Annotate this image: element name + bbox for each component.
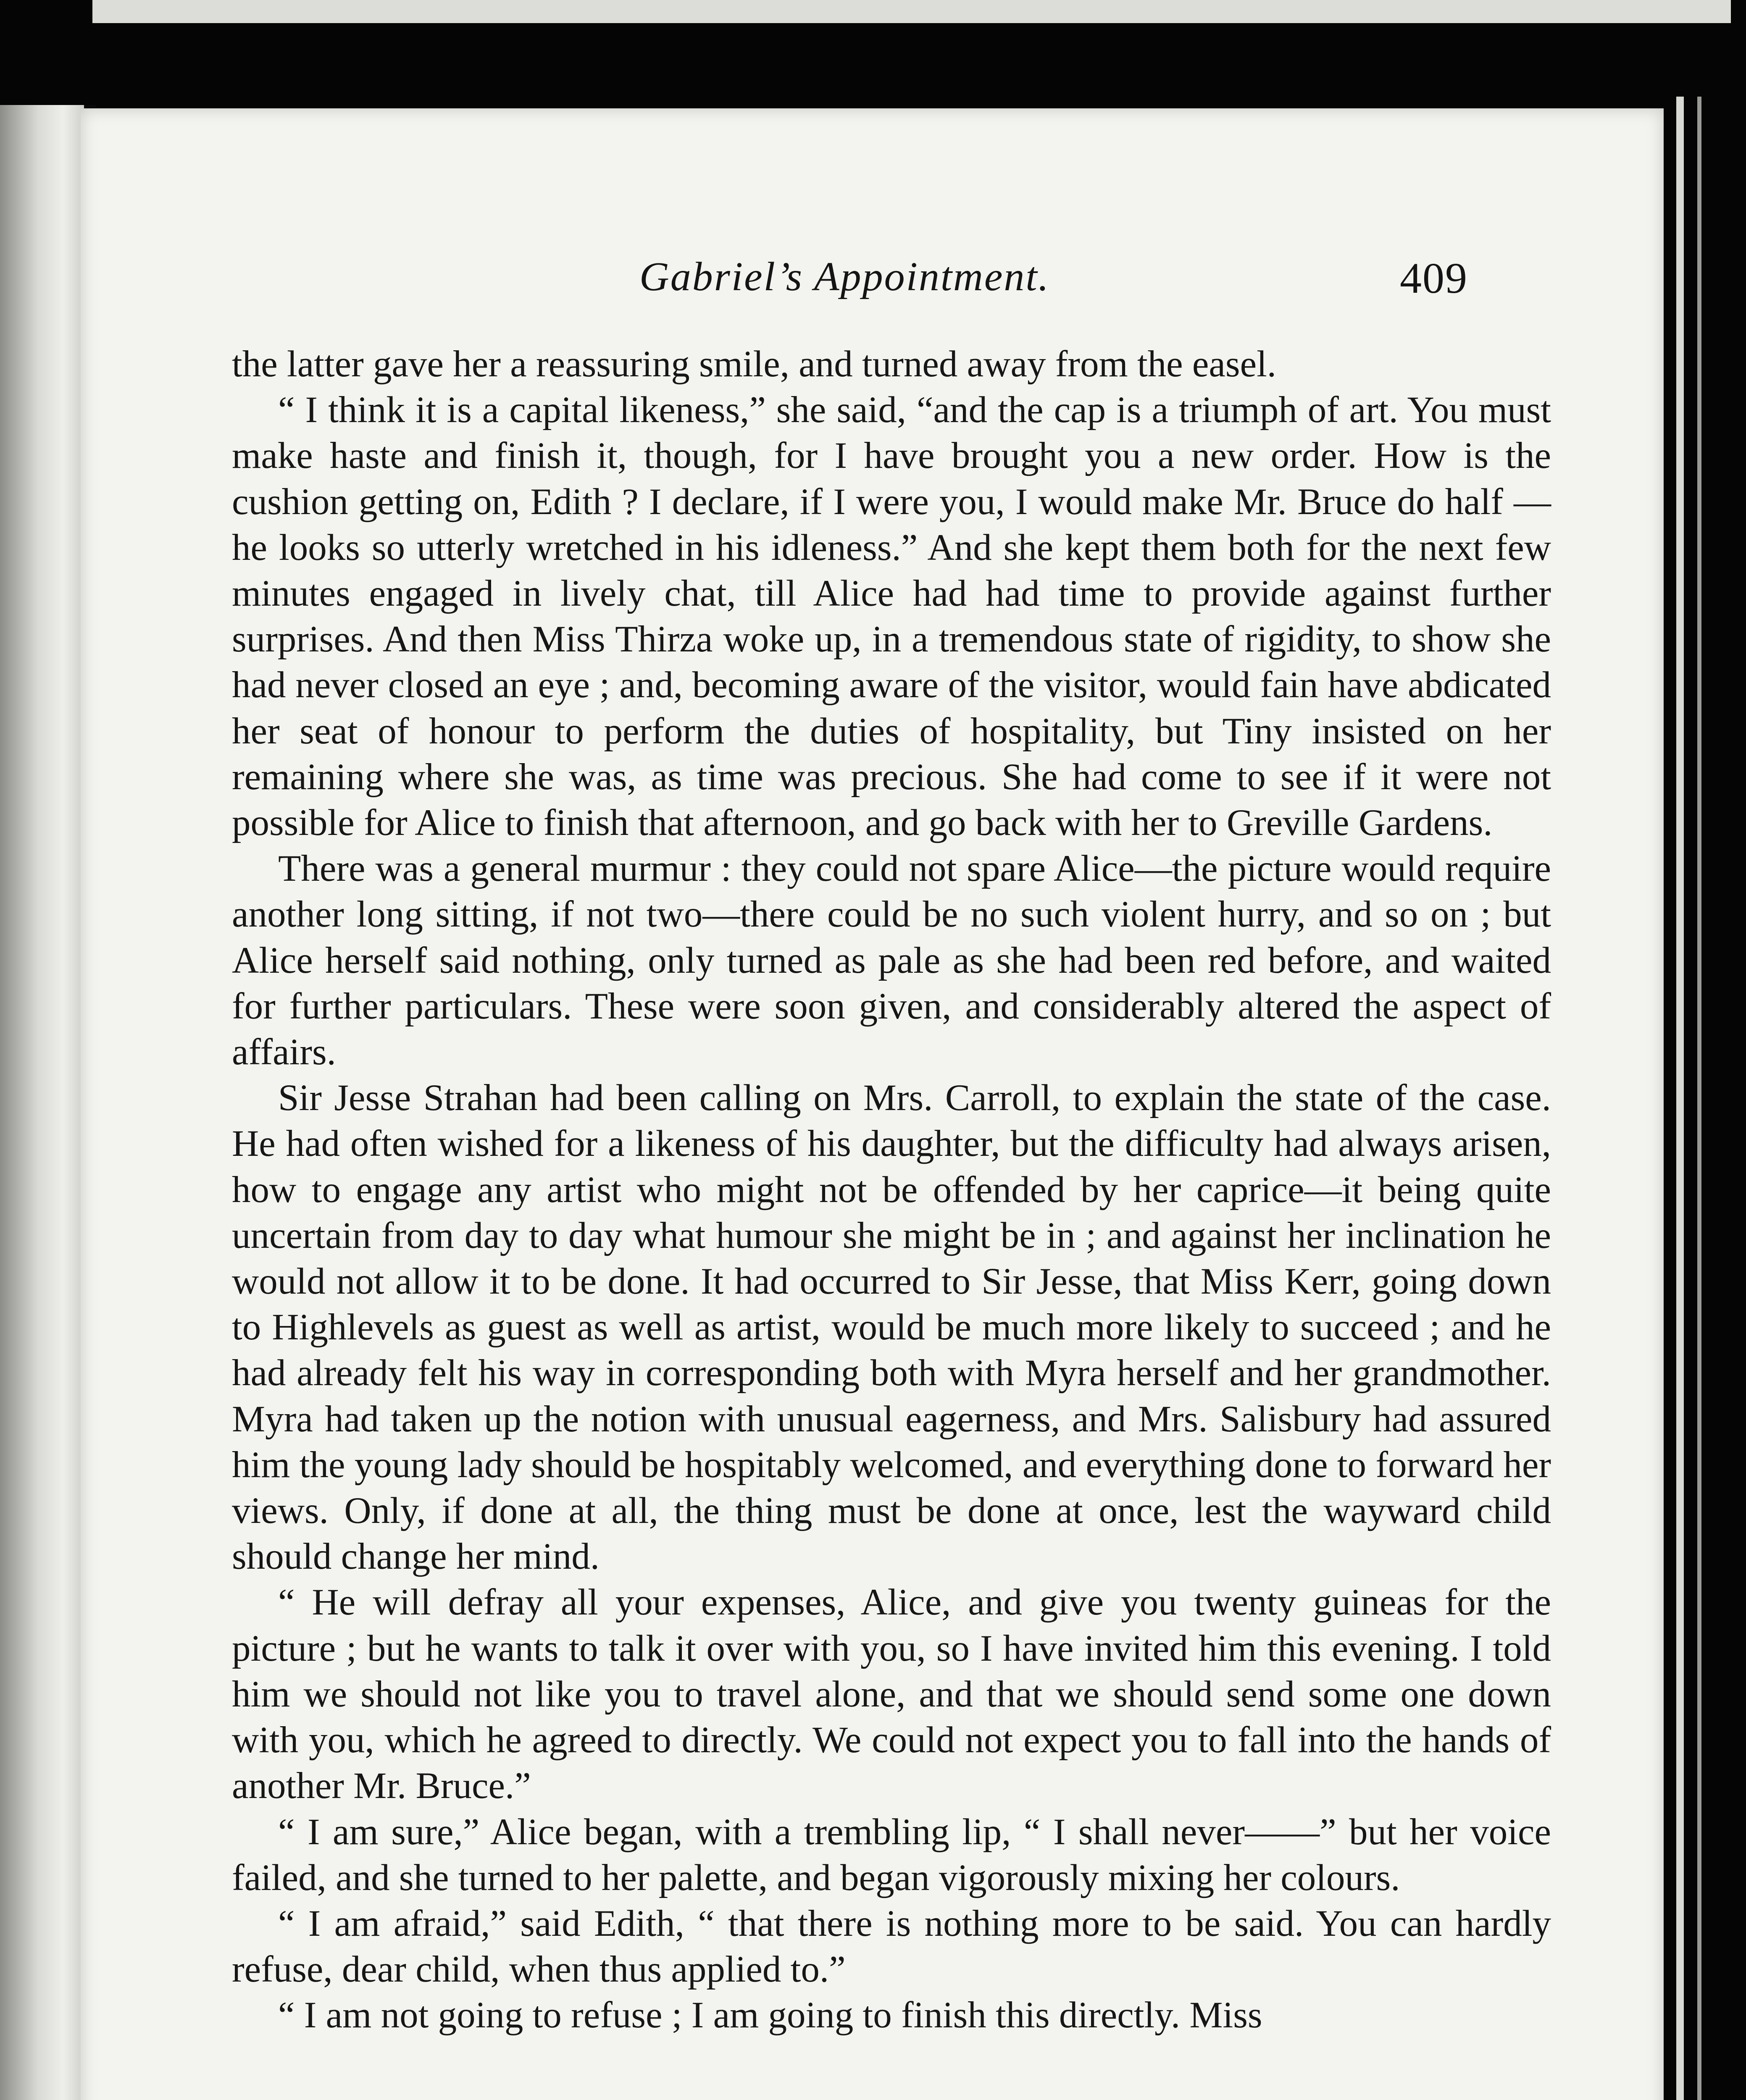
right-page-edge-shadow	[1697, 97, 1701, 2100]
paragraph: “ I am sure,” Alice began, with a trembling lip, “ I shall never——” but her voice failed, and she turned to her palette, and began vigorously mixing her colours.	[232, 1811, 1551, 1898]
body-text	[232, 341, 1551, 2039]
right-page-edge	[1676, 97, 1684, 2100]
paragraph: “ I think it is a capital likeness,” she said, “and the cap is a triumph of art. You must make haste and finish it, though, for I have brought you a new order. How is the cushion getting on, Edith ? I declare, if I were you, I would make Mr. Bruce do half —he looks so utterly wretched in his idleness.” And she kept them both for the next few minutes engaged in lively chat, till Alice had had time to provide against further surprises. And then Miss Thirza woke up, in a tremendous state of rigidity, to show she had never closed an eye ; and, becoming aware of the visitor, would fain have abdicated her seat of honour to perform the duties of hospitality, but Tiny insisted on her remaining where she was, as time was precious. She had come to see if it were not possible for Alice to finish that afternoon, and go back with her to Greville Gardens.	[232, 389, 1551, 844]
page-number: 409	[1400, 254, 1468, 302]
paragraph: There was a general murmur : they could not spare Alice—the picture would require another long sitting, if not two—there could be no such violent hurry, and so on ; but Alice herself said nothing, only turned as pale as she had been red before, and waited for further particulars. These were soon given, and considerably altered the aspect of affairs.	[232, 848, 1551, 1073]
next-page-edge	[92, 0, 1731, 23]
running-title: Gabriel’s Appointment.	[639, 254, 1050, 299]
adjacent-page-edge	[0, 105, 84, 2100]
book-page	[81, 108, 1664, 2100]
paragraph: “ I am not going to refuse ; I am going to finish this directly. Miss	[278, 1995, 1262, 2036]
paragraph: the latter gave her a reassuring smile, and turned away from the easel.	[232, 344, 1277, 385]
paragraph: “ I am afraid,” said Edith, “ that there is nothing more to be said. You can hardly refuse, dear child, when thus applied to.”	[232, 1903, 1551, 1990]
page-header	[81, 253, 1664, 316]
paragraph: Sir Jesse Strahan had been calling on Mrs. Carroll, to explain the state of the case. He had often wished for a likeness of his daughter, but the difficulty had always arisen, how to engage any artist who might not be offended by her caprice—it being quite uncertain from day to day what humour she might be in ; and against her inclination he would not allow it to be done. It had occurred to Sir Jesse, that Miss Kerr, going down to Highlevels as guest as well as artist, would be much more likely to succeed ; and he had already felt his way in corresponding both with Myra herself and her grandmother. Myra had taken up the notion with unusual eagerness, and Mrs. Salisbury had assured him the young lady should be hospitably welcomed, and everything done to forward her views. Only, if done at all, the thing must be done at once, lest the wayward child should change her mind.	[232, 1077, 1551, 1578]
paragraph: “ He will defray all your expenses, Alice, and give you twenty guineas for the picture ; but he wants to talk it over with you, so I have invited him this evening. I told him we should not like you to travel alone, and that we should send some one down with you, which he agreed to directly. We could not expect you to fall into the hands of another Mr. Bruce.”	[232, 1582, 1551, 1807]
